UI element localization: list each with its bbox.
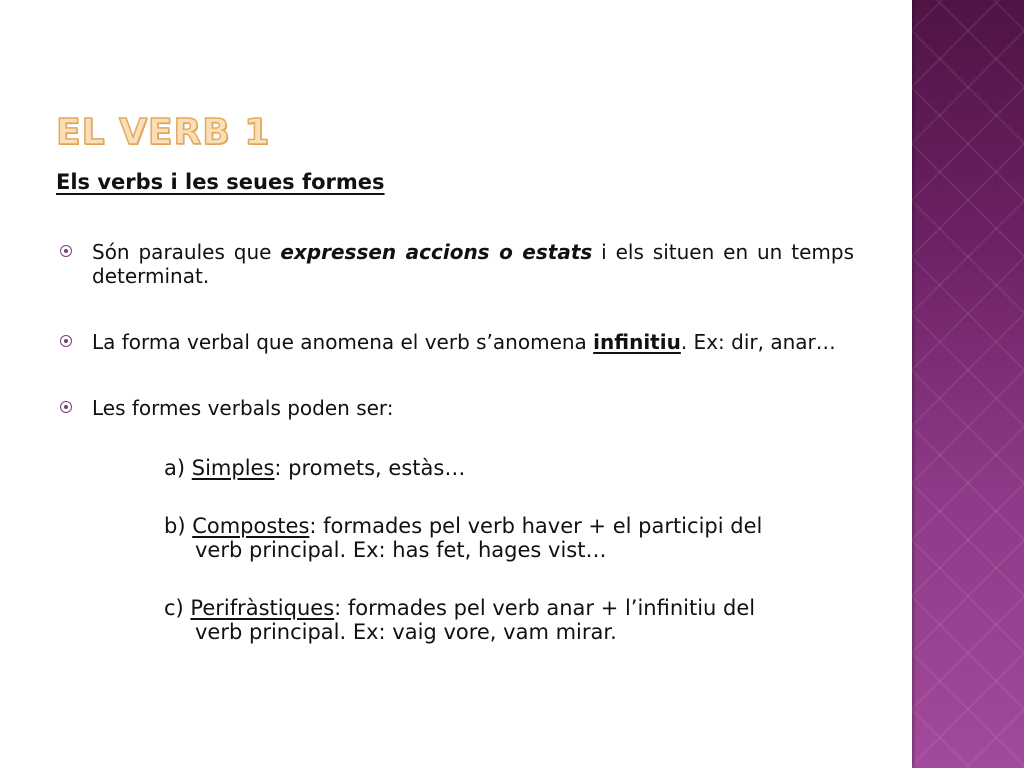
sub-item-text: : promets, estàs… xyxy=(274,456,466,480)
sub-item-text: : formades pel verb anar + l’infinitiu del verb principal. Ex: vaig vore, vam mirar. xyxy=(195,596,756,644)
sub-item-marker: c) xyxy=(164,596,191,620)
sub-item-marker: a) xyxy=(164,456,192,480)
sub-item-marker: b) xyxy=(164,514,193,538)
bullet-emphasis: expressen accions o estats xyxy=(280,240,593,264)
sub-list-item xyxy=(164,596,764,644)
bullet-item xyxy=(60,396,854,420)
slide-title: EL VERB 1 xyxy=(56,112,271,153)
bullet-emphasis: infinitiu xyxy=(593,330,681,354)
decorative-side-panel xyxy=(912,0,1024,768)
bullet-text: Són paraules que xyxy=(92,240,281,264)
sub-item-term: Perifràstiques xyxy=(190,596,335,620)
verb-forms-list xyxy=(164,456,764,644)
sub-item-text: : formades pel verb haver + el participi del verb principal. Ex: has fet, hages vist… xyxy=(195,514,763,562)
sub-list-item xyxy=(164,514,764,562)
bullet-text: Les formes verbals poden ser: xyxy=(92,396,394,420)
circle-bullet-icon xyxy=(60,401,72,413)
side-panel-shadow xyxy=(912,0,916,768)
sub-item-term: Simples xyxy=(191,456,275,480)
bullet-item xyxy=(60,330,854,354)
sub-list-item xyxy=(164,456,764,480)
bullet-text: La forma verbal que anomena el verb s’anomena xyxy=(92,330,594,354)
circle-bullet-icon xyxy=(60,245,72,257)
slide-subtitle: Els verbs i les seues formes xyxy=(56,170,385,194)
bullet-text: i els situen en un temps determinat. xyxy=(92,240,854,288)
circle-bullet-icon xyxy=(60,335,72,347)
sub-item-term: Compostes xyxy=(192,514,310,538)
bullet-item xyxy=(60,240,854,288)
bullet-text: . Ex: dir, anar… xyxy=(680,330,836,354)
bullet-list xyxy=(60,240,854,420)
